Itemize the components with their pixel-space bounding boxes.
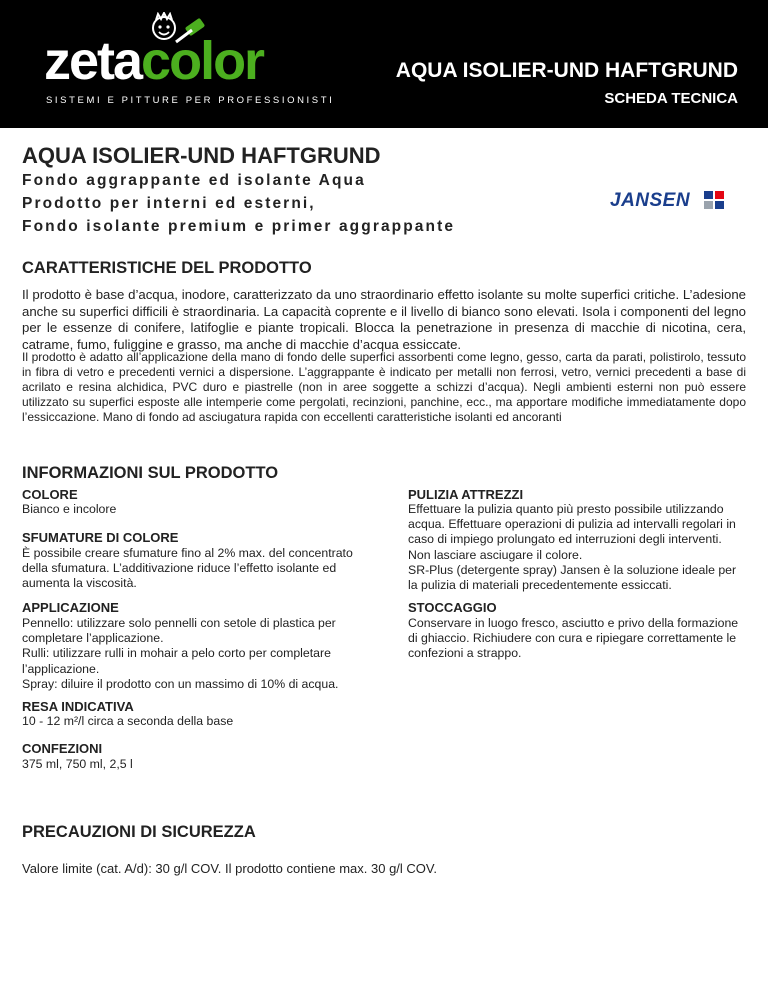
header-title: AQUA ISOLIER-UND HAFTGRUND	[395, 59, 738, 82]
brand-name: JANSEN	[610, 190, 691, 211]
zetacolor-logo	[44, 12, 335, 112]
product-title: AQUA ISOLIER-UND HAFTGRUND	[22, 143, 381, 168]
jansen-logo	[610, 190, 730, 212]
product-line-3: Fondo isolante premium e primer aggrappante	[22, 218, 456, 235]
characteristics-paragraph-main: Il prodotto è base d’acqua, inodore, caratterizzato da uno straordinario effetto isolante su molte superfici critiche. L’adesione anche su superfici difficili è straordinaria. La capacità coprente e il livello di bianco sono elevati. Isola i componenti del legno per le essenze di conifere, latifoglie e piante tropicali. Blocca la penetrazione in presenza di macchie di nicotina, cera, catrame, fumo, fuliggine e grasso, ma anche di macchie d’acqua essiccate.	[22, 287, 746, 352]
text-colore: Bianco e incolore	[22, 502, 117, 516]
label-colore: COLORE	[22, 487, 78, 502]
section-heading-characteristics: CARATTERISTICHE DEL PRODOTTO	[22, 259, 312, 277]
logo-tagline: SISTEMI E PITTURE PER PROFESSIONISTI	[46, 95, 335, 106]
label-applicazione: APPLICAZIONE	[22, 600, 119, 615]
text-applicazione: Pennello: utilizzare solo pennelli con setole di plastica per completare l’applicazione. Rulli: utilizzare rulli in mohair a pelo corto per completare l’applicazione. Spray: diluire il prodotto con un massimo di 10% di acqua.	[22, 616, 339, 691]
logo-part-color: color	[141, 31, 264, 91]
product-line-2: Prodotto per interni ed esterni,	[22, 195, 316, 212]
text-sfumature: È possibile creare sfumature fino al 2% max. del concentrato della sfumatura. L’additivazione riduce l’effetto isolante ed aumenta la viscosità.	[22, 546, 353, 591]
label-sfumature: SFUMATURE DI COLORE	[22, 530, 179, 545]
text-confezioni: 375 ml, 750 ml, 2,5 l	[22, 757, 133, 771]
safety-text: Valore limite (cat. A/d): 30 g/l COV. Il prodotto contiene max. 30 g/l COV.	[22, 861, 438, 876]
section-heading-safety: PRECAUZIONI DI SICUREZZA	[22, 823, 256, 841]
text-pulizia: Effettuare la pulizia quanto più presto possibile utilizzando acqua. Effettuare operazioni di pulizia ad intervalli regolari in caso di impiego prolungato ed interruzioni degli interventi. Non lasciare asciugare il colore. SR-Plus (detergente spray) Jansen è la soluzione ideale per la pulizia di materiali precedentemente essiccati.	[408, 502, 737, 593]
label-confezioni: CONFEZIONI	[22, 741, 103, 756]
label-stoccaggio: STOCCAGGIO	[408, 600, 497, 615]
label-resa: RESA INDICATIVA	[22, 699, 134, 714]
header-subtitle: SCHEDA TECNICA	[604, 90, 738, 107]
text-resa: 10 - 12 m²/l circa a seconda della base	[22, 714, 234, 728]
characteristics-paragraph-detail: Il prodotto è adatto all’applicazione della mano di fondo delle superfici assorbenti come legno, gesso, carta da parati, polistirolo, tessuto in fibra di vetro e precedenti vernici a dispersione. L’aggrappante è indicato per metalli non ferrosi, vetro, vernici precedenti a base di acrilato e resina alchidica, PVC duro e piastrelle (non in aree soggette a schizzi d’acqua). Negli ambienti esterni non può essere utilizzato su superfici esposte alle intemperie come pergolati, recinzioni, panchine, ecc., ma apportare modifiche immediatamente dopo l’essiccazione. Mano di fondo ad asciugatura rapida con eccellenti caratteristiche isolanti ed ancoranti	[22, 350, 746, 424]
label-pulizia: PULIZIA ATTREZZI	[408, 487, 524, 502]
section-heading-info: INFORMAZIONI SUL PRODOTTO	[22, 464, 279, 482]
text-stoccaggio: Conservare in luogo fresco, asciutto e privo della formazione di ghiaccio. Richiudere con cura e ripiegare correttamente le confezioni a strappo.	[408, 616, 739, 661]
header-bar	[0, 0, 768, 128]
product-line-1: Fondo aggrappante ed isolante Aqua	[22, 172, 366, 189]
jansen-mark-icon	[704, 191, 724, 209]
logo-part-zeta: zeta	[44, 31, 142, 91]
